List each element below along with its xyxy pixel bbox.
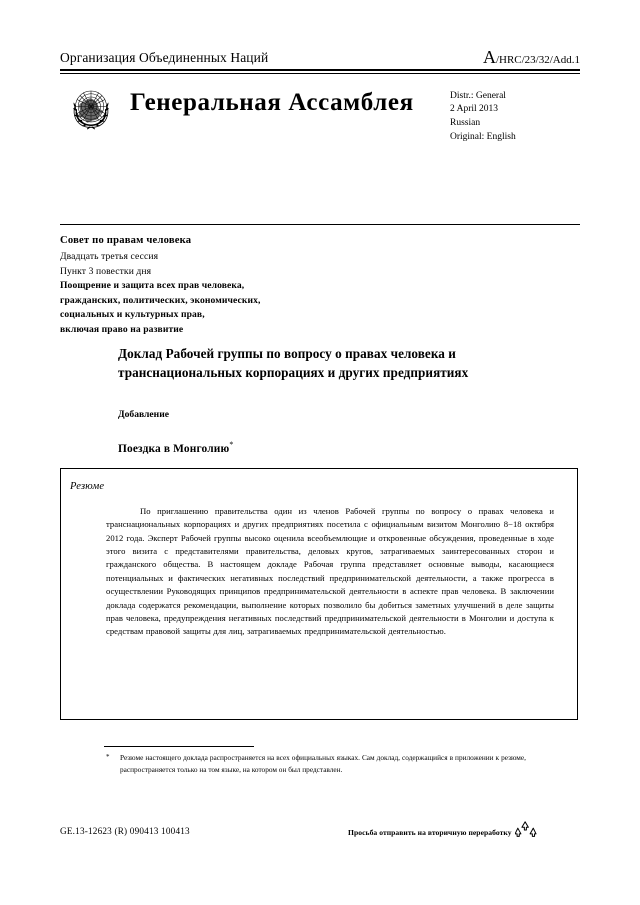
visit-footnote-marker: * [229, 440, 234, 449]
council-session: Двадцать третья сессия [60, 251, 159, 263]
organization-name: Организация Объединенных Наций [60, 50, 269, 66]
distribution-type: Distr.: General [450, 90, 506, 101]
agenda-title-line-4: включая право на развитие [60, 323, 184, 335]
agenda-title-line-3: социальных и культурных прав, [60, 309, 205, 321]
council-block [60, 233, 390, 338]
recycle-icon [515, 820, 537, 840]
footnote-separator [104, 746, 254, 747]
masthead [60, 48, 580, 145]
recycle-text: Просьба отправить на вторичную переработку [348, 827, 512, 837]
addendum-label: Добавление [118, 409, 169, 420]
ge-code: GE.13-12623 (R) 090413 100413 [60, 826, 190, 836]
footnote [106, 752, 526, 775]
visit-title-text: Поездка в Монголию [118, 442, 230, 455]
document-symbol-number: /HRC/23/32/Add.1 [495, 54, 580, 66]
masthead-top-row [60, 48, 580, 68]
summary-label: Резюме [70, 481, 105, 492]
section-divider [60, 224, 580, 225]
distribution-original: Original: English [450, 131, 516, 142]
footnote-marker: * [106, 753, 110, 761]
document-symbol-letter: A [482, 47, 496, 67]
distribution-date: 2 April 2013 [450, 104, 499, 115]
recycle-notice [348, 824, 537, 840]
masthead-rule-thick [60, 69, 580, 71]
summary-text: По приглашению правительства один из членов Рабочей группы по вопросу о правах человека и транснациональных корпорациях и других предприятиях посетила с официальным визитом Монголию 8−18 октября 2012 года. Эксперт Рабочей группы высоко оценила всеобъемлющие и откровенные обсуждения, проведенные в ходе этого визита с представителями правительства, деловых кругов, затрагиваемых заинтересованных сторон и гражданского общества. В настоящем докладе Рабочая группа представляет основные выводы, касающиеся потенциальных и фактических негативных последствий предпринимательской деятельности, а также прогресса в осуществлении Руководящих принципов предпринимательской деятельности в аспекте прав человека. В заключении доклада содержатся рекомендации, выполнение которых позволило бы добиться заметных улучшений в деле защиты прав человека, предупреждения негативных последствий предпринимательской деятельности в Монголии и доступа к средствам правовой защиты для лиц, затрагиваемых предпринимательской деятельностью. [106, 506, 554, 637]
visit-title [118, 440, 233, 455]
council-agenda-item: Пункт 3 повестки дня [60, 265, 152, 277]
distribution-block [450, 81, 580, 145]
agenda-title-line-2: гражданских, политических, экономических, [60, 294, 261, 306]
footnote-text: Резюме настоящего доклада распространяется на всех официальных языках. Сам доклад, содержащийся в приложении к резюме, распространяется только на том языке, на котором он был представлен. [120, 753, 526, 774]
council-heading: Совет по правам человека [60, 235, 192, 246]
distribution-language: Russian [450, 118, 481, 129]
un-emblem [60, 83, 122, 137]
masthead-rule-thin [60, 73, 580, 74]
document-symbol [483, 48, 580, 66]
masthead-body-row [60, 81, 580, 145]
agenda-title-line-1: Поощрение и защита всех прав человека, [60, 280, 245, 292]
general-assembly-title: Генеральная Ассамблея [130, 88, 414, 116]
report-title: Доклад Рабочей группы по вопросу о правах человека и транснациональных корпорациях и других предприятиях [118, 346, 469, 380]
